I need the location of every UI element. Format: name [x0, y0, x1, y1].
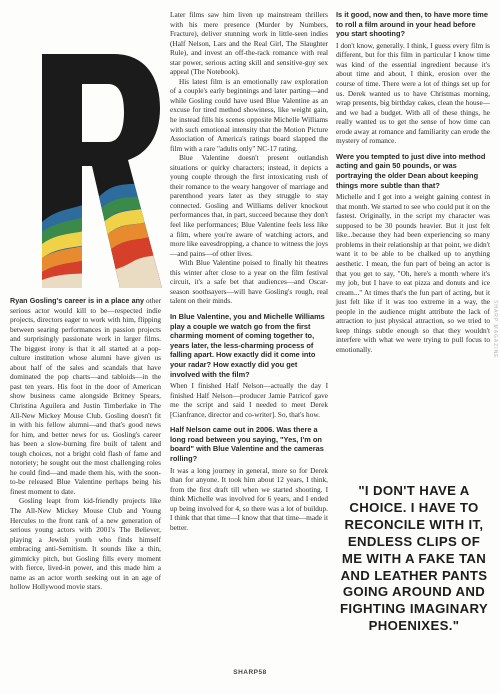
lead-in: Ryan Gosling's career is in a place any — [10, 296, 144, 305]
interview-question: Were you tempted to just dive into method acting and gain 50 pounds, or was portraying the older Dean about keeping things more subtle than that? — [336, 151, 486, 190]
body-paragraph: Later films saw him liven up mainstream thrillers with his mere presence (Murder by Numbers, Fracture), deliver stunning work in little-seen indies (Half Nelson, Lars and the Real Girl, The Slaughter Rule), and invest an off-the-rack romance with real star power, serious acting skill and sensitive-guy sex appeal (The Notebook). — [170, 10, 328, 77]
interview-question: Is it good, now and then, to have more time to roll a film around in your head before you start shooting? — [336, 10, 488, 39]
interview-question: In Blue Valentine, you and Michelle Williams play a couple we watch go from the first charming moment of coming together to, years later, the less-charming process of falling apart. How exactly did it come into your radar? How exactly did you get involved with the film? — [170, 311, 325, 379]
body-paragraph: Blue Valentine doesn't present outlandish situations or quirky characters; instead, it depicts a young couple through the first intoxicating rush of their romance to the weary hangover of marriage and parenthood years later as they struggle to stay connected. Gosling and Williams deliver knockout performances that, in part, succeed because they don't feel like performances; Blue Valentine feels less like a film, where you're aware of watching actors, and more like eavesdropping, a chance to witness the joys—and pains—of other lives. — [170, 153, 328, 258]
body-paragraph: Gosling leapt from kid-friendly projects like The All-New Mickey Mouse Club and Young Hercules to the front rank of a new generation of serious young actors with 2001's The Believer, playing a Jewish youth who finds himself embracing anti-Semitism. It sounds like a thin, gimmicky pitch, but Gosling fills every moment with fierce, lived-in power, and this made him a name as an actor worth seeking out in an age of hollow Hollywood movie stars. — [10, 496, 161, 592]
body-paragraph: With Blue Valentine poised to finally hit theatres this winter after close to a year on the film festival circuit, it's a safe bet that audiences—and Oscar-season soothsayers—will have Gosling's rough, real talent on their minds. — [170, 258, 328, 306]
pull-quote: "I DON'T HAVE A CHOICE. I HAVE TO RECONCILE WITH IT, ENDLESS CLIPS OF ME WITH A FAKE TAN AND LEATHER PANTS GOING AROUND AND FIGHTING IMAGINARY PHOENIXES." — [340, 483, 488, 634]
page-folio: SHARP58 — [233, 669, 267, 676]
interview-question: Half Nelson came out in 2006. Was there a long road between you saying, "Yes, I'm on board" with Blue Valentine and the cameras rolling? — [170, 425, 324, 464]
intro-paragraph — [10, 296, 161, 496]
body-paragraph: His latest film is an emotionally raw exploration of a couple's early beginnings and later parting—and while Gosling could have used Blue Valentine as an excuse for tired method showiness, like weight gain, he instead fills his scenes opposite Michelle Williams with such emotional intensity that the Motion Picture Association of America's ratings board slapped the film with a rare "adults only" NC-17 rating. — [170, 76, 328, 153]
article-column-3 — [336, 10, 490, 354]
side-vertical-text: SHARP MAGAZINE — [492, 300, 498, 359]
article-column-1 — [10, 296, 161, 592]
dropcap-r-illustration — [42, 54, 162, 288]
intro-body: other serious actor would kill to be—respected indie projects, directors eager to work with him, flipping between searing performances in passion projects and surprisingly passionate work in larger films. The biggest irony is that it all started at a pop-culture institution whose alumni have given us about half of the sales and scandals that have dominated the pop charts—and tabloids—in the past ten years. His foot in the door of American show business came alongside Britney Spears, Christina Aguilera and Justin Timberlake in The All-New Mickey Mouse Club. Gosling doesn't fit in with his fellow alumni—and that's good news for him, and better news for us. Gosling's career has been a slow-burning fire built of talent and tough choices, not a bright cold flash of fame and notoriety; he sought out the most challenging roles he could find—and made them his, with the soon-to-be released Blue Valentine perhaps being his finest moment to date. — [10, 296, 162, 496]
interview-answer: Michelle and I got into a weight gaining contest in that month. We started to see who could put it on the fastest. Originally, in the script my character was supposed to be 30 pounds heavier. But it just felt like...because they had been experiencing so many problems in their relationship at that point, we didn't want it to be able to be chalked up to anything aesthetic. I mean, the fun part of being an actor is that you get to say, "Oh, here's a month where it's my job, but I have to eat pizza and donuts and ice cream..." At times that's the fun part of acting, but it just felt like if it was too extreme in a way, the people in the audience might attribute the lack of attraction to just physical attraction, so we tried to keep things subtle enough so that they wouldn't interfere with what we were trying to pull focus to emotionally. — [336, 192, 490, 354]
interview-answer: I don't know, generally. I think, I guess every film is different, but for this film in particular I know time was kind of the essential ingredient because it's about time and about, I think, erosion over the course of time. There were a lot of things set up for us. Derek wanted us to have Christmas morning, wrap presents, big birthday cakes, clean the house—and we had a budget. With all of these things, he really wanted us to get the sense of how time can erode away at romance and familiarity can erode the mystery of romance. — [336, 40, 490, 146]
article-column-2 — [170, 10, 328, 533]
interview-answer: When I finished Half Nelson—actually the day I finished Half Nelson—producer Jamie Patricof gave me the script and said I needed to meet Derek [Cianfrance, director and co-writer]. So, that's how. — [170, 381, 328, 419]
interview-answer: It was a long journey in general, more so for Derek than for anyone. It took him about 12 years, I think, from the first draft till when we started shooting. I think Michelle was involved for 6 years, and I ended up being involved for 4, so there was a lot of buildup. I think that that time—I know that that time—made it better. — [170, 465, 328, 532]
